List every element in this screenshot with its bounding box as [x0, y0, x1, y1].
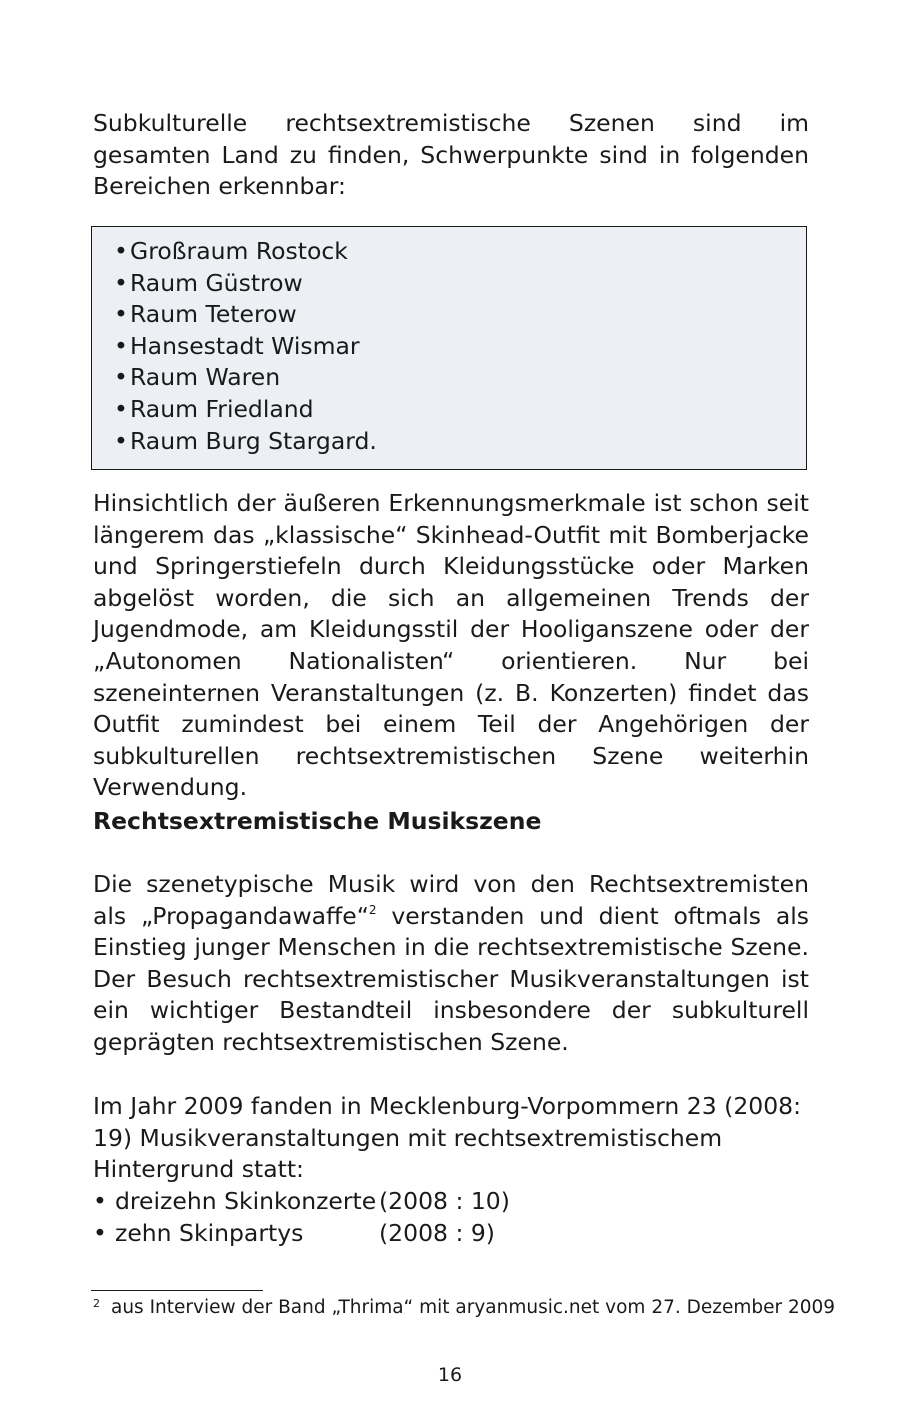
event-label: dreizehn Skinkonzerte — [115, 1187, 377, 1215]
footnote — [93, 1296, 835, 1320]
page-number: 16 — [437, 1364, 463, 1386]
event-label: zehn Skinpartys — [115, 1218, 304, 1247]
footnote-reference: 2 — [368, 902, 377, 917]
list-item: •Raum Waren — [114, 363, 281, 392]
event-previous-year: (2008 : 9) — [379, 1218, 495, 1247]
footnote-number: 2 — [93, 1297, 100, 1310]
list-item: •Raum Güstrow — [114, 268, 303, 297]
music-paragraph-block — [93, 869, 809, 1059]
outfit-paragraph-block — [93, 488, 809, 804]
region-label: Raum Waren — [130, 363, 281, 392]
region-label: Raum Teterow — [130, 300, 297, 329]
list-item: •Raum Teterow — [114, 300, 297, 329]
music-paragraph-end: verstanden und dient oftmals als Einstieg junger Menschen in die rechtsextremistische Szene. Der Besuch rechtsextremistischer Musikveranstaltungen ist ein wichtiger Bestandteil insbesondere der subkulturell geprägten rechtsextremistischen Szene. — [93, 901, 809, 1056]
outfit-paragraph: Hinsichtlich der äußeren Erkennungsmerkmale ist schon seit längerem das „klassische“ Skinhead-Outfit mit Bomberjacke und Springerstiefeln durch Kleidungsstücke oder Marken abgelöst worden, die sich an allgemeinen Trends der Jugendmode, am Kleidungsstil der Hooliganszene oder der „Autonomen Nationalisten“ orientieren. Nur bei szeneinternen Veranstaltungen (z. B. Konzerten) findet das Outfit zumindest bei einem Teil der Angehörigen der subkulturellen rechtsextremistischen Szene weiterhin Verwendung. — [93, 489, 809, 802]
region-label: Großraum Rostock — [130, 237, 348, 265]
event-previous-year: (2008 : 10) — [379, 1187, 510, 1215]
region-label: Raum Güstrow — [130, 268, 303, 297]
intro-paragraph: Subkulturelle rechtsextremistische Szenen sind im gesamten Land zu finden, Schwerpunkte sind in folgenden Bereichen erkennbar: — [93, 109, 809, 201]
region-label: Raum Burg Stargard. — [130, 426, 377, 455]
list-item: •Hansestadt Wismar — [114, 331, 360, 360]
footnote-text: aus Interview der Band „Thrima“ mit aryanmusic.net vom 27. Dezember 2009 — [111, 1297, 836, 1318]
events-list — [93, 1186, 510, 1249]
section-heading: Rechtsextremistische Musikszene — [93, 807, 542, 835]
list-item: •Raum Friedland — [114, 394, 314, 423]
music-paragraph-start: Die szenetypische Musik wird von den Rechtsextremisten als „Propagandawaffe“ — [93, 870, 809, 930]
list-item: • dreizehn Skinkonzerte (2008 : 10) — [93, 1186, 510, 1218]
list-item: • zehn Skinpartys (2008 : 9) — [93, 1218, 510, 1250]
events-paragraph-block — [93, 1091, 809, 1186]
region-label: Raum Friedland — [130, 394, 314, 423]
list-item: •Raum Burg Stargard. — [114, 426, 377, 455]
music-paragraph — [93, 869, 809, 1059]
regions-box — [91, 226, 807, 470]
footnote-divider — [91, 1290, 263, 1291]
events-paragraph: Im Jahr 2009 fanden in Mecklenburg-Vorpommern 23 (2008: 19) Musikveranstaltungen mit rechtsextremistischem Hintergrund statt: — [93, 1092, 802, 1184]
list-item: •Großraum Rostock — [114, 237, 348, 265]
regions-list — [92, 227, 806, 457]
intro-paragraph-block — [93, 108, 809, 203]
region-label: Hansestadt Wismar — [130, 331, 360, 360]
